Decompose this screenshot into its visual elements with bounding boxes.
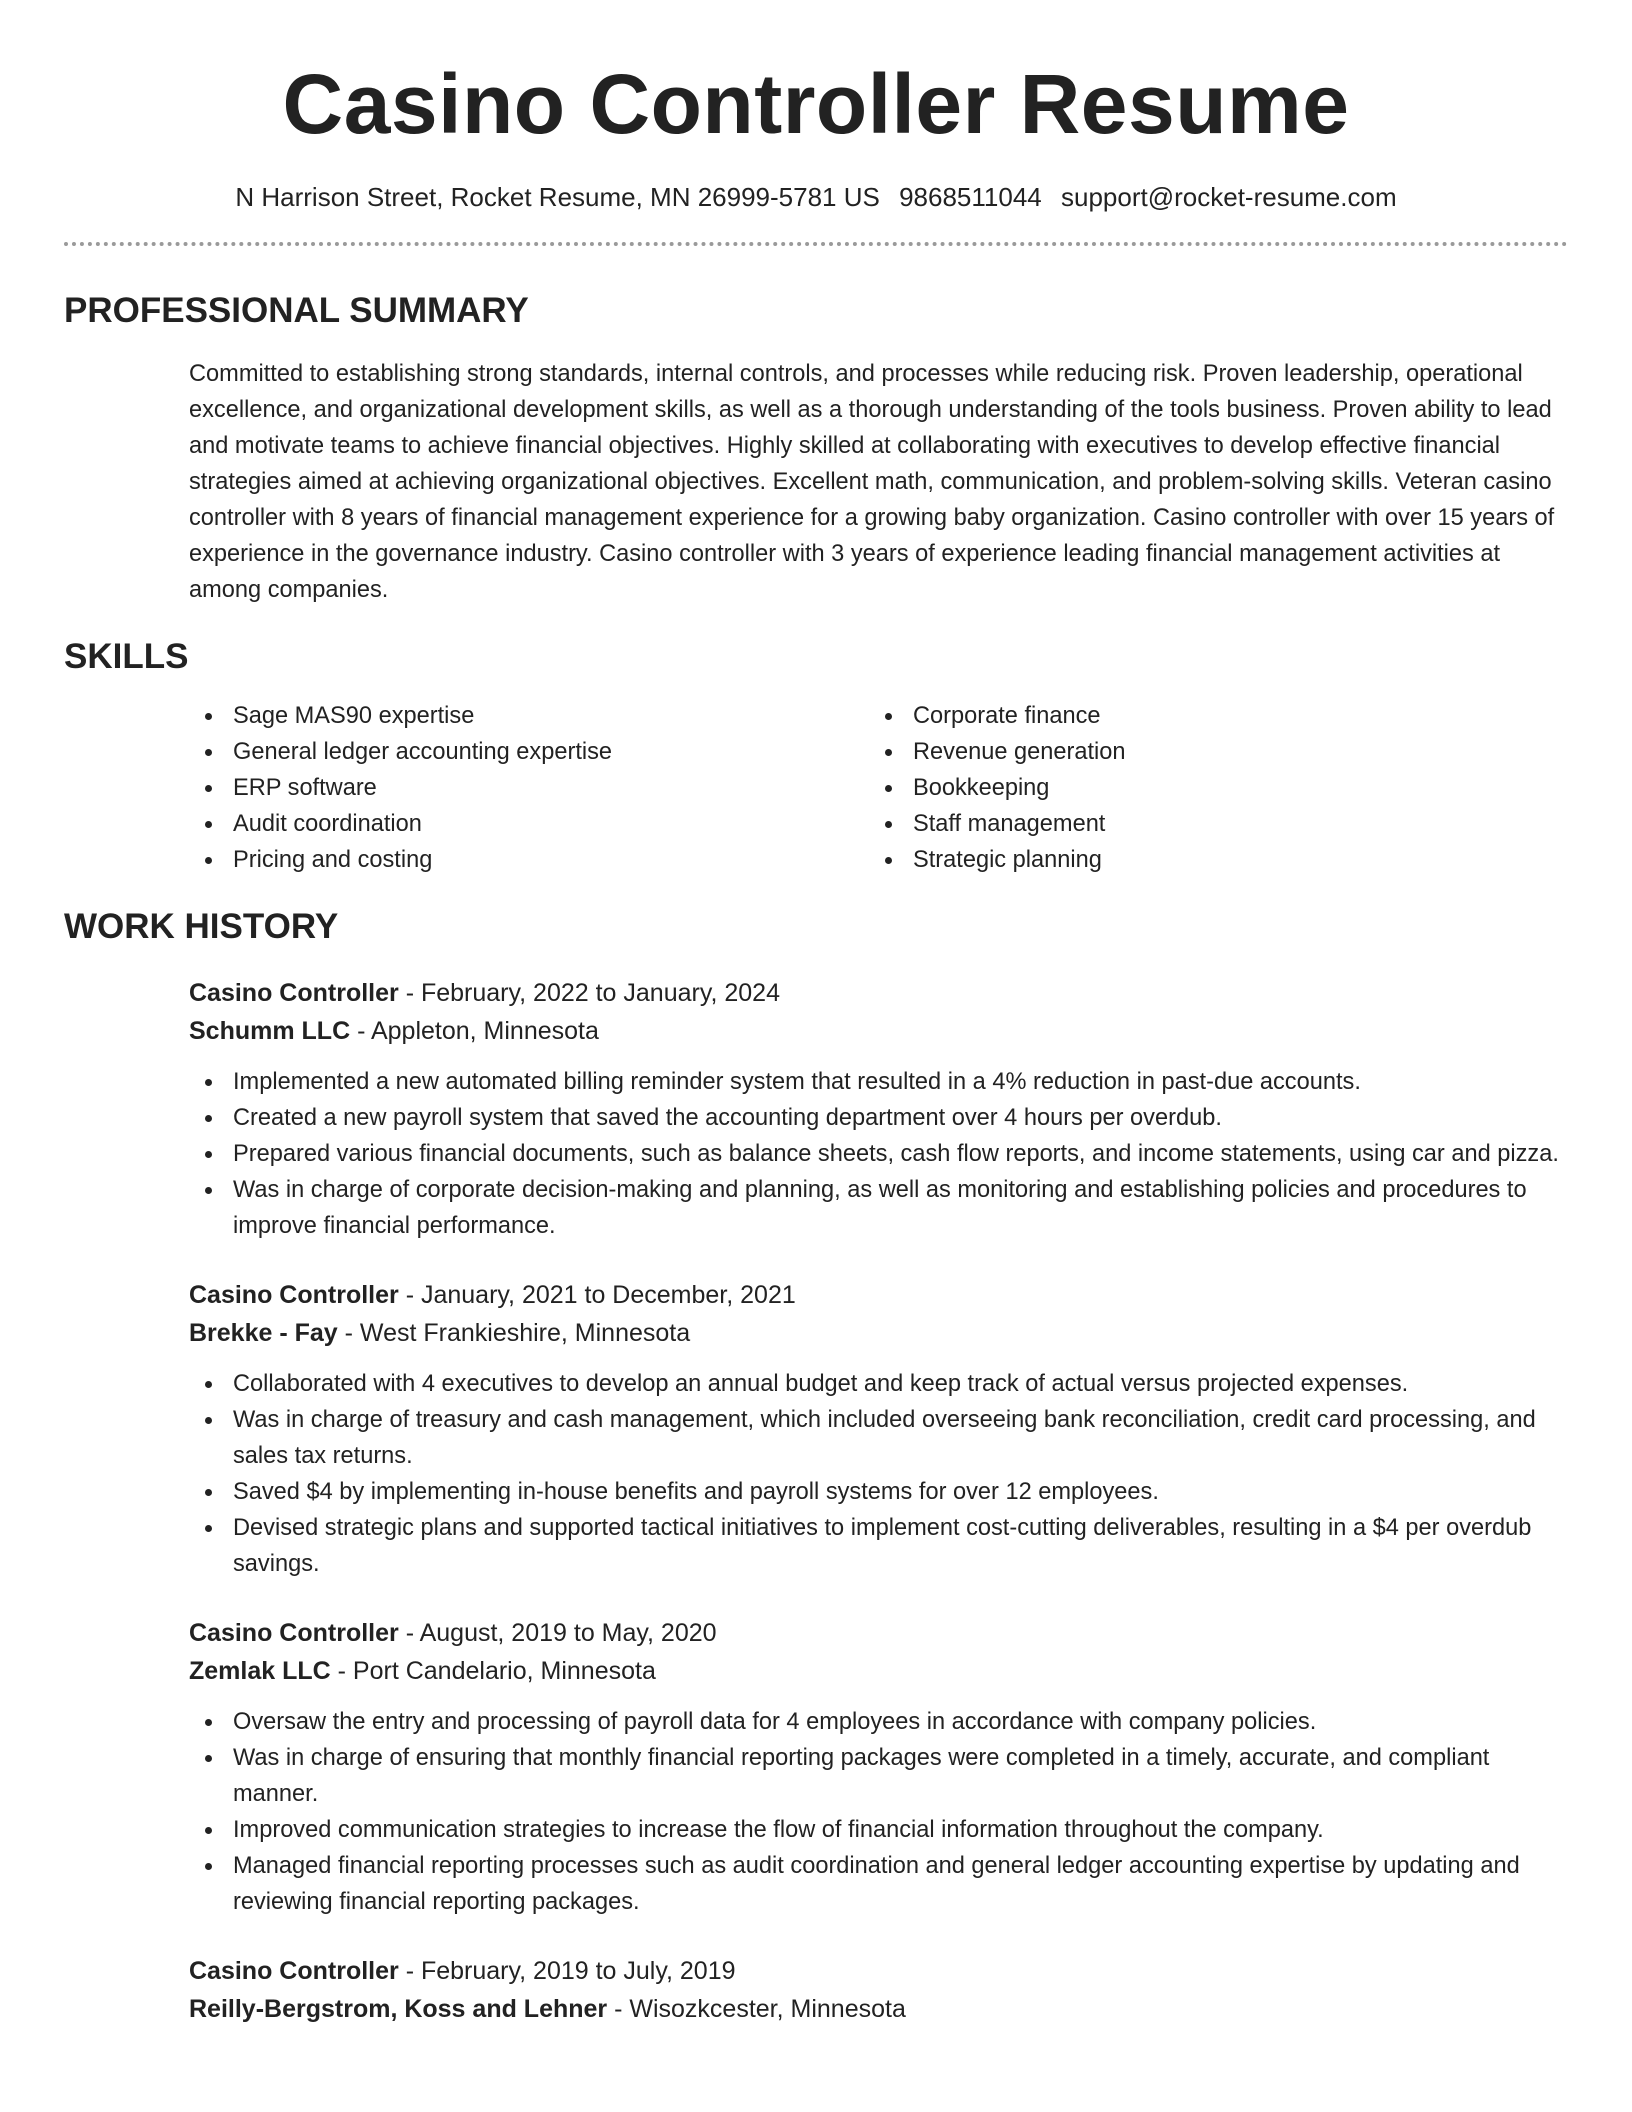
job-entry bbox=[189, 1276, 1568, 1582]
skill-item: Bookkeeping bbox=[869, 770, 1549, 806]
job-dates: - February, 2019 to July, 2019 bbox=[398, 1957, 736, 1985]
resume-title: Casino Controller Resume bbox=[282, 57, 1350, 151]
job-entry bbox=[189, 974, 1568, 1244]
skill-item: Strategic planning bbox=[869, 842, 1549, 878]
contact-line bbox=[64, 180, 1568, 214]
job-title: Casino Controller bbox=[189, 979, 399, 1007]
job-company: Brekke - Fay bbox=[189, 1319, 338, 1347]
resume-page bbox=[64, 0, 1568, 2028]
summary-text: Committed to establishing strong standards, internal controls, and processes while reducing risk. Proven leadership, operational excellence, and organizational development skills, as well as a thorough understanding of the tools business. Proven ability to lead and motivate teams to achieve financial objectives. Highly skilled at collaborating with executives to develop effective financial strategies aimed at achieving organizational objectives. Excellent math, communication, and problem-solving skills. Veteran casino controller with 8 years of financial management experience for a growing baby organization. Casino controller with over 15 years of experience in the governance industry. Casino controller with 3 years of experience leading financial management activities at among companies. bbox=[189, 361, 1555, 603]
skill-item: ERP software bbox=[189, 770, 869, 806]
job-bullet: Created a new payroll system that saved the accounting department over 4 hours per overdub. bbox=[189, 1100, 1579, 1136]
job-bullet: Oversaw the entry and processing of payroll data for 4 employees in accordance with company policies. bbox=[189, 1704, 1579, 1740]
job-bullet: Implemented a new automated billing reminder system that resulted in a 4% reduction in past-due accounts. bbox=[189, 1064, 1579, 1100]
job-dates: - January, 2021 to December, 2021 bbox=[398, 1281, 796, 1309]
job-company-line bbox=[189, 1012, 1568, 1050]
job-bullet: Prepared various financial documents, such as balance sheets, cash flow reports, and income statements, using car and pizza. bbox=[189, 1136, 1579, 1172]
job-title-line bbox=[189, 1614, 1568, 1652]
job-dates: - February, 2022 to January, 2024 bbox=[398, 979, 780, 1007]
skill-item: Audit coordination bbox=[189, 806, 869, 842]
contact-email[interactable]: support@rocket-resume.com bbox=[1061, 182, 1397, 212]
job-entry bbox=[189, 1614, 1568, 1920]
job-bullet: Was in charge of ensuring that monthly financial reporting packages were completed in a timely, accurate, and compliant manner. bbox=[189, 1740, 1579, 1812]
job-company: Schumm LLC bbox=[189, 1017, 351, 1045]
contact-phone: 9868511044 bbox=[899, 182, 1042, 212]
job-bullets bbox=[189, 1366, 1579, 1582]
job-company: Reilly-Bergstrom, Koss and Lehner bbox=[189, 1995, 608, 2023]
job-bullet: Improved communication strategies to increase the flow of financial information throughout the company. bbox=[189, 1812, 1579, 1848]
job-company-line bbox=[189, 1990, 1568, 2028]
job-title-line bbox=[189, 1952, 1568, 1990]
job-bullets bbox=[189, 1064, 1579, 1244]
header-divider bbox=[64, 242, 1568, 246]
skill-item: General ledger accounting expertise bbox=[189, 734, 869, 770]
skills-heading: SKILLS bbox=[64, 637, 189, 676]
job-bullet: Devised strategic plans and supported tactical initiatives to implement cost-cutting deliverables, resulting in a $4 per overdub savings. bbox=[189, 1510, 1579, 1582]
job-bullet: Was in charge of treasury and cash management, which included overseeing bank reconciliation, credit card processing, and sales tax returns. bbox=[189, 1402, 1579, 1474]
job-entry bbox=[189, 1952, 1568, 2028]
job-title: Casino Controller bbox=[189, 1619, 399, 1647]
job-location: - Port Candelario, Minnesota bbox=[330, 1657, 656, 1685]
skills-column-right bbox=[869, 698, 1549, 878]
job-company-line bbox=[189, 1652, 1568, 1690]
job-bullet: Managed financial reporting processes such as audit coordination and general ledger accounting expertise by updating and reviewing financial reporting packages. bbox=[189, 1848, 1579, 1920]
job-bullet: Collaborated with 4 executives to develop an annual budget and keep track of actual versus projected expenses. bbox=[189, 1366, 1579, 1402]
summary-heading: PROFESSIONAL SUMMARY bbox=[64, 291, 529, 330]
job-location: - West Frankieshire, Minnesota bbox=[337, 1319, 691, 1347]
skill-item: Pricing and costing bbox=[189, 842, 869, 878]
skills-list bbox=[189, 698, 1568, 878]
job-location: - Wisozkcester, Minnesota bbox=[607, 1995, 906, 2023]
job-title: Casino Controller bbox=[189, 1957, 399, 1985]
job-bullet: Saved $4 by implementing in-house benefits and payroll systems for over 12 employees. bbox=[189, 1474, 1579, 1510]
work-history-heading: WORK HISTORY bbox=[64, 907, 339, 946]
contact-address: N Harrison Street, Rocket Resume, MN 26999-5781 US bbox=[235, 182, 880, 212]
job-bullets bbox=[189, 1704, 1579, 1920]
job-company-line bbox=[189, 1314, 1568, 1352]
job-title: Casino Controller bbox=[189, 1281, 399, 1309]
job-title-line bbox=[189, 974, 1568, 1012]
skill-item: Revenue generation bbox=[869, 734, 1549, 770]
job-dates: - August, 2019 to May, 2020 bbox=[398, 1619, 717, 1647]
skill-item: Sage MAS90 expertise bbox=[189, 698, 869, 734]
skills-column-left bbox=[189, 698, 869, 878]
skill-item: Staff management bbox=[869, 806, 1549, 842]
job-company: Zemlak LLC bbox=[189, 1657, 331, 1685]
job-location: - Appleton, Minnesota bbox=[350, 1017, 599, 1045]
job-title-line bbox=[189, 1276, 1568, 1314]
skill-item: Corporate finance bbox=[869, 698, 1549, 734]
job-bullet: Was in charge of corporate decision-making and planning, as well as monitoring and establishing policies and procedures to improve financial performance. bbox=[189, 1172, 1579, 1244]
